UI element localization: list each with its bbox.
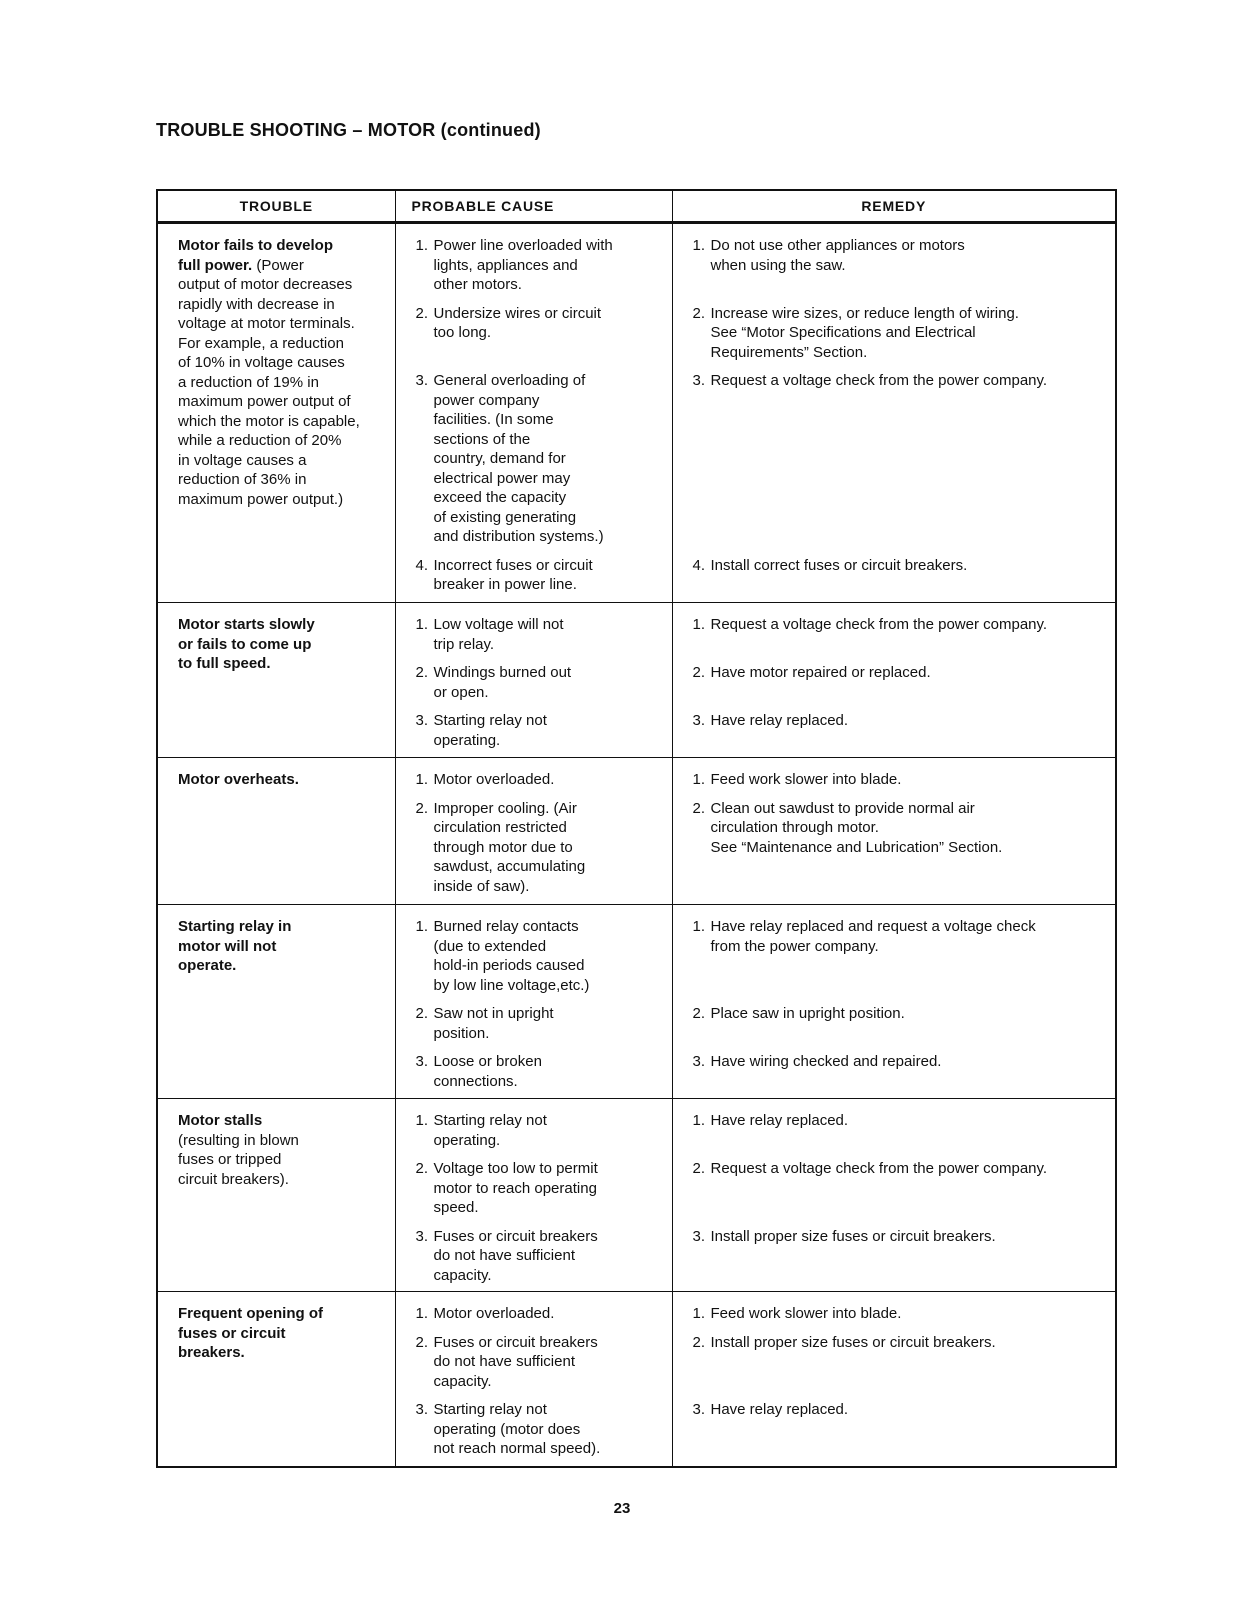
- cause-item: [416, 556, 664, 595]
- cause-cell: [395, 905, 672, 1099]
- remedy-item: [693, 1304, 1108, 1324]
- remedy-item-number: 3.: [692, 712, 706, 729]
- remedy-item-number: 2.: [692, 1160, 706, 1177]
- cause-item: [416, 1400, 664, 1459]
- cause-item: [416, 917, 664, 995]
- cause-item: [416, 304, 664, 363]
- remedy-item-text: Have wiring checked and repaired.: [710, 1053, 942, 1070]
- remedy-item: [693, 1400, 1108, 1459]
- remedy-item: [693, 770, 1108, 790]
- remedy-item: [693, 1111, 1108, 1150]
- remedy-item-number: 1.: [692, 616, 706, 633]
- cause-item-number: 2.: [415, 799, 429, 817]
- remedy-item-text: Install correct fuses or circuit breakers.: [710, 556, 968, 574]
- remedy-item: [693, 236, 1108, 295]
- remedy-item-text: Do not use other appliances or motors when using the saw.: [710, 237, 965, 274]
- cause-item-number: 2.: [415, 664, 429, 681]
- remedy-item-text: Have motor repaired or replaced.: [710, 664, 931, 681]
- cause-item-text: Improper cooling. (Air circulation restricted through motor due to sawdust, accumulating inside of saw).: [433, 799, 586, 895]
- cause-item-number: 2.: [415, 1160, 429, 1177]
- remedy-cell: [672, 1292, 1116, 1467]
- cause-item-number: 1.: [415, 237, 429, 254]
- cause-item-text: Starting relay not operating.: [433, 712, 547, 749]
- cause-item-number: 3.: [415, 1227, 429, 1245]
- trouble-heading: Motor overheats.: [178, 771, 299, 788]
- remedy-item: [693, 711, 1108, 750]
- trouble-cell: [157, 1099, 395, 1292]
- cause-item-text: Saw not in upright position.: [433, 1005, 554, 1042]
- remedy-item-number: 3.: [692, 1053, 706, 1070]
- cause-item: [416, 711, 664, 750]
- trouble-heading: Motor starts slowly or fails to come up to full speed.: [178, 616, 315, 672]
- table-row: [157, 223, 1116, 603]
- cause-cell: [395, 758, 672, 905]
- cause-item-text: Low voltage will not trip relay.: [433, 616, 564, 653]
- trouble-heading: Motor stalls: [178, 1112, 263, 1129]
- remedy-item-number: 3.: [692, 1227, 706, 1245]
- trouble-cell: [157, 905, 395, 1099]
- remedy-item: [693, 1004, 1108, 1043]
- trouble-cell: [157, 603, 395, 758]
- header-trouble: TROUBLE: [157, 190, 395, 223]
- remedy-item-text: Place saw in upright position.: [710, 1005, 905, 1022]
- cause-item-text: Undersize wires or circuit too long.: [433, 304, 602, 341]
- remedy-item-text: Request a voltage check from the power company.: [710, 1160, 1048, 1177]
- cause-cell: [395, 1292, 672, 1467]
- remedy-item-text: Have relay replaced.: [710, 1401, 849, 1418]
- cause-item-number: 2.: [415, 1005, 429, 1022]
- table-row: [157, 905, 1116, 1099]
- cause-item-number: 2.: [415, 304, 429, 322]
- remedy-cell: [672, 603, 1116, 758]
- remedy-item-text: Feed work slower into blade.: [710, 1305, 902, 1322]
- cause-item-text: General overloading of power company facilities. (In some sections of the country, demand for electrical power may exceed the capacity of existing generating and distribution systems.): [433, 372, 604, 545]
- cause-item-text: Fuses or circuit breakers do not have sufficient capacity.: [433, 1227, 598, 1284]
- remedy-item-text: Have relay replaced and request a voltage check from the power company.: [710, 918, 1036, 955]
- remedy-item: [693, 1227, 1108, 1286]
- table-header-row: [157, 190, 1116, 223]
- remedy-item-number: 1.: [692, 918, 706, 935]
- remedy-item-number: 1.: [692, 1112, 706, 1129]
- remedy-cell: [672, 758, 1116, 905]
- trouble-cell: [157, 758, 395, 905]
- remedy-item-text: Increase wire sizes, or reduce length of wiring. See “Motor Specifications and Electrical Requirements” Section.: [710, 304, 1019, 361]
- cause-item-number: 4.: [415, 556, 429, 574]
- cause-item-text: Motor overloaded.: [433, 771, 555, 788]
- table-row: [157, 1099, 1116, 1292]
- cause-item-text: Motor overloaded.: [433, 1305, 555, 1322]
- cause-item: [416, 1111, 664, 1150]
- remedy-item-text: Request a voltage check from the power company.: [710, 372, 1048, 389]
- remedy-item: [693, 371, 1108, 547]
- remedy-item: [693, 1159, 1108, 1218]
- remedy-item-number: 4.: [692, 556, 706, 574]
- remedy-item-number: 2.: [692, 1333, 706, 1351]
- trouble-description: (Power output of motor decreases rapidly with decrease in voltage at motor terminals. For example, a reduction of 10% in voltage causes a reduction of 19% in maximum power output of which the motor is capable, while a reduction of 20% in voltage causes a reduction of 36% in maximum power output.): [178, 256, 360, 508]
- cause-item: [416, 663, 664, 702]
- table-row: [157, 1292, 1116, 1467]
- cause-item-number: 1.: [415, 1112, 429, 1129]
- table-body: [157, 223, 1116, 1467]
- cause-item: [416, 236, 664, 295]
- remedy-item-text: Clean out sawdust to provide normal air circulation through motor. See “Maintenance and Lubrication” Section.: [710, 799, 1003, 856]
- cause-cell: [395, 603, 672, 758]
- cause-item: [416, 799, 664, 897]
- cause-item: [416, 1004, 664, 1043]
- cause-item-text: Loose or broken connections.: [433, 1053, 542, 1090]
- remedy-item: [693, 1052, 1108, 1091]
- cause-item-text: Voltage too low to permit motor to reach operating speed.: [433, 1160, 598, 1216]
- cause-item-text: Incorrect fuses or circuit breaker in power line.: [433, 556, 593, 593]
- remedy-item-number: 3.: [692, 372, 706, 389]
- cause-item-number: 3.: [415, 712, 429, 729]
- header-probable-cause: PROBABLE CAUSE: [395, 190, 672, 223]
- trouble-cell: [157, 223, 395, 603]
- remedy-item-text: Request a voltage check from the power company.: [710, 616, 1048, 633]
- trouble-description: (resulting in blown fuses or tripped circuit breakers).: [178, 1131, 299, 1188]
- remedy-item: [693, 663, 1108, 702]
- remedy-item: [693, 304, 1108, 363]
- table-row: [157, 758, 1116, 905]
- cause-item-text: Power line overloaded with lights, appliances and other motors.: [433, 237, 613, 293]
- cause-item-number: 1.: [415, 918, 429, 935]
- cause-item-number: 1.: [415, 1305, 429, 1322]
- cause-item-text: Windings burned out or open.: [433, 664, 572, 701]
- remedy-item-number: 3.: [692, 1401, 706, 1418]
- cause-item: [416, 1333, 664, 1392]
- cause-item: [416, 1304, 664, 1324]
- remedy-item-text: Install proper size fuses or circuit breakers.: [710, 1333, 996, 1351]
- remedy-item-text: Have relay replaced.: [710, 1112, 849, 1129]
- trouble-heading: Starting relay in motor will not operate.: [178, 918, 292, 974]
- cause-item: [416, 1159, 664, 1218]
- remedy-item: [693, 1333, 1108, 1392]
- cause-item-number: 3.: [415, 372, 429, 389]
- remedy-item: [693, 556, 1108, 595]
- page-number: 23: [613, 1500, 631, 1517]
- trouble-heading: Motor fails to develop full power.: [178, 237, 334, 274]
- page-title: TROUBLE SHOOTING – MOTOR (continued): [156, 120, 541, 140]
- header-remedy: REMEDY: [672, 190, 1116, 223]
- remedy-item-number: 1.: [692, 237, 706, 254]
- cause-item-number: 1.: [415, 616, 429, 633]
- cause-cell: [395, 1099, 672, 1292]
- trouble-cell: [157, 1292, 395, 1467]
- remedy-item-text: Feed work slower into blade.: [710, 771, 902, 788]
- remedy-item: [693, 917, 1108, 995]
- remedy-item-number: 1.: [692, 771, 706, 788]
- cause-item-number: 3.: [415, 1401, 429, 1418]
- remedy-item-number: 2.: [692, 799, 706, 817]
- remedy-item: [693, 799, 1108, 897]
- remedy-cell: [672, 1099, 1116, 1292]
- cause-item-text: Starting relay not operating.: [433, 1112, 547, 1149]
- remedy-item-number: 2.: [692, 1005, 706, 1022]
- cause-item-number: 1.: [415, 771, 429, 788]
- remedy-item-number: 1.: [692, 1305, 706, 1322]
- cause-item: [416, 371, 664, 547]
- cause-item: [416, 615, 664, 654]
- cause-item-text: Fuses or circuit breakers do not have sufficient capacity.: [433, 1333, 598, 1390]
- cause-item-number: 3.: [415, 1053, 429, 1070]
- remedy-item-number: 2.: [692, 664, 706, 681]
- cause-item-text: Burned relay contacts (due to extended hold-in periods caused by low line voltage,etc.): [433, 918, 590, 994]
- remedy-item-text: Have relay replaced.: [710, 712, 849, 729]
- cause-item: [416, 770, 664, 790]
- troubleshooting-table: [156, 189, 1117, 1468]
- cause-cell: [395, 223, 672, 603]
- remedy-cell: [672, 223, 1116, 603]
- cause-item: [416, 1052, 664, 1091]
- cause-item-number: 2.: [415, 1333, 429, 1351]
- remedy-cell: [672, 905, 1116, 1099]
- cause-item-text: Starting relay not operating (motor does not reach normal speed).: [433, 1401, 601, 1457]
- cause-item: [416, 1227, 664, 1286]
- remedy-item-number: 2.: [692, 304, 706, 322]
- remedy-item: [693, 615, 1108, 654]
- remedy-item-text: Install proper size fuses or circuit breakers.: [710, 1227, 996, 1245]
- trouble-heading: Frequent opening of fuses or circuit breakers.: [178, 1305, 323, 1361]
- table-row: [157, 603, 1116, 758]
